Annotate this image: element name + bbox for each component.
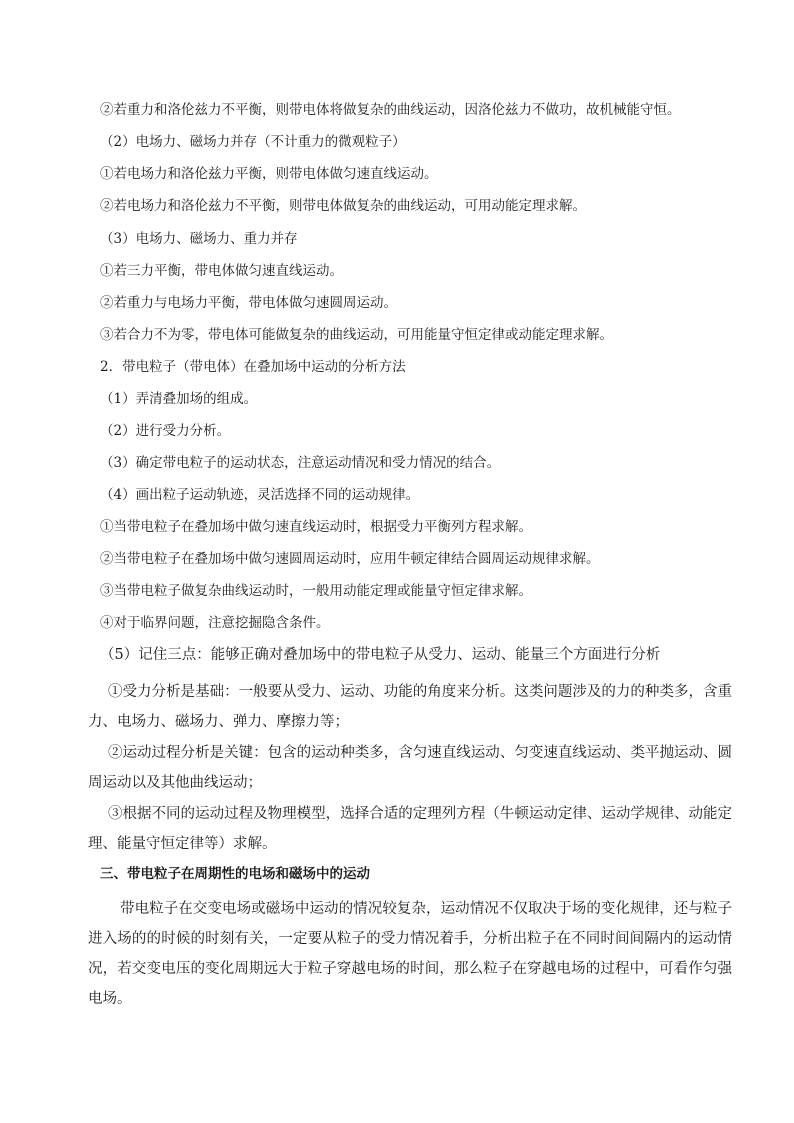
text-line: （4）画出粒子运动轨迹，灵活选择不同的运动规律。: [100, 487, 420, 503]
text-line: （3）确定带电粒子的运动状态，注意运动情况和受力情况的结合。: [100, 455, 501, 471]
paragraph-text: ③根据不同的运动过程及物理模型，选择合适的定理列方程（牛顿运动定律、运动学规律、动能定理、能量守恒定律等）求解。: [88, 806, 732, 852]
paragraph-text: 带电粒子在交变电场或磁场中运动的情况较复杂，运动情况不仅取决于场的变化规律，还与粒子进入场的的时候的时刻有关，一定要从粒子的受力情况着手，分析出粒子在不同时间间隔内的运动情况，若交变电压的变化周期远大于粒子穿越电场的时间，那么粒子在穿越电场的过程中，可看作匀强电场。: [88, 901, 732, 1007]
subsection-heading: （5）记住三点：能够正确对叠加场中的带电粒子从受力、运动、能量三个方面进行分析: [100, 647, 661, 663]
text-line: ②若电场力和洛伦兹力不平衡，则带电体做复杂的曲线运动，可用动能定理求解。: [100, 198, 586, 214]
text-line: ①若三力平衡，带电体做匀速直线运动。: [100, 263, 343, 279]
text-line: ③若合力不为零，带电体可能做复杂的曲线运动，可用能量守恒定律或动能定理求解。: [100, 327, 613, 343]
text-line: （2）进行受力分析。: [100, 423, 231, 439]
text-line: ①当带电粒子在叠加场中做匀速直线运动时，根据受力平衡列方程求解。: [100, 519, 532, 535]
section-heading: 2．带电粒子（带电体）在叠加场中运动的分析方法: [100, 359, 406, 375]
subsection-heading: （3）电场力、磁场力、重力并存: [100, 231, 298, 247]
text-line: ③当带电粒子做复杂曲线运动时，一般用动能定理或能量守恒定律求解。: [100, 583, 532, 599]
text-line: ①若电场力和洛伦兹力平衡，则带电体做匀速直线运动。: [100, 166, 438, 182]
paragraph: [88, 677, 732, 737]
section-heading: 三、带电粒子在周期性的电场和磁场中的运动: [100, 866, 370, 882]
paragraph-text: ①受力分析是基础：一般要从受力、运动、功能的角度来分析。这类问题涉及的力的种类多，含重力、电场力、磁场力、弹力、摩擦力等；: [88, 684, 732, 730]
paragraph: [88, 894, 732, 1014]
subsection-heading: （2）电场力、磁场力并存（不计重力的微观粒子）: [100, 134, 406, 150]
text-line: ④对于临界问题，注意挖掘隐含条件。: [100, 615, 330, 631]
text-line: ②若重力和洛伦兹力不平衡，则带电体将做复杂的曲线运动，因洛伦兹力不做功，故机械能守恒。: [100, 102, 681, 118]
text-line: （1）弄清叠加场的组成。: [100, 391, 258, 407]
text-line: ②若重力与电场力平衡，带电体做匀速圆周运动。: [100, 295, 397, 311]
paragraph: [88, 799, 732, 859]
paragraph-text: ②运动过程分析是关键：包含的运动种类多，含匀速直线运动、匀变速直线运动、类平抛运动、圆周运动以及其他曲线运动；: [88, 745, 732, 791]
text-line: ②当带电粒子在叠加场中做匀速圆周运动时，应用牛顿定律结合圆周运动规律求解。: [100, 551, 600, 567]
paragraph: [88, 738, 732, 798]
